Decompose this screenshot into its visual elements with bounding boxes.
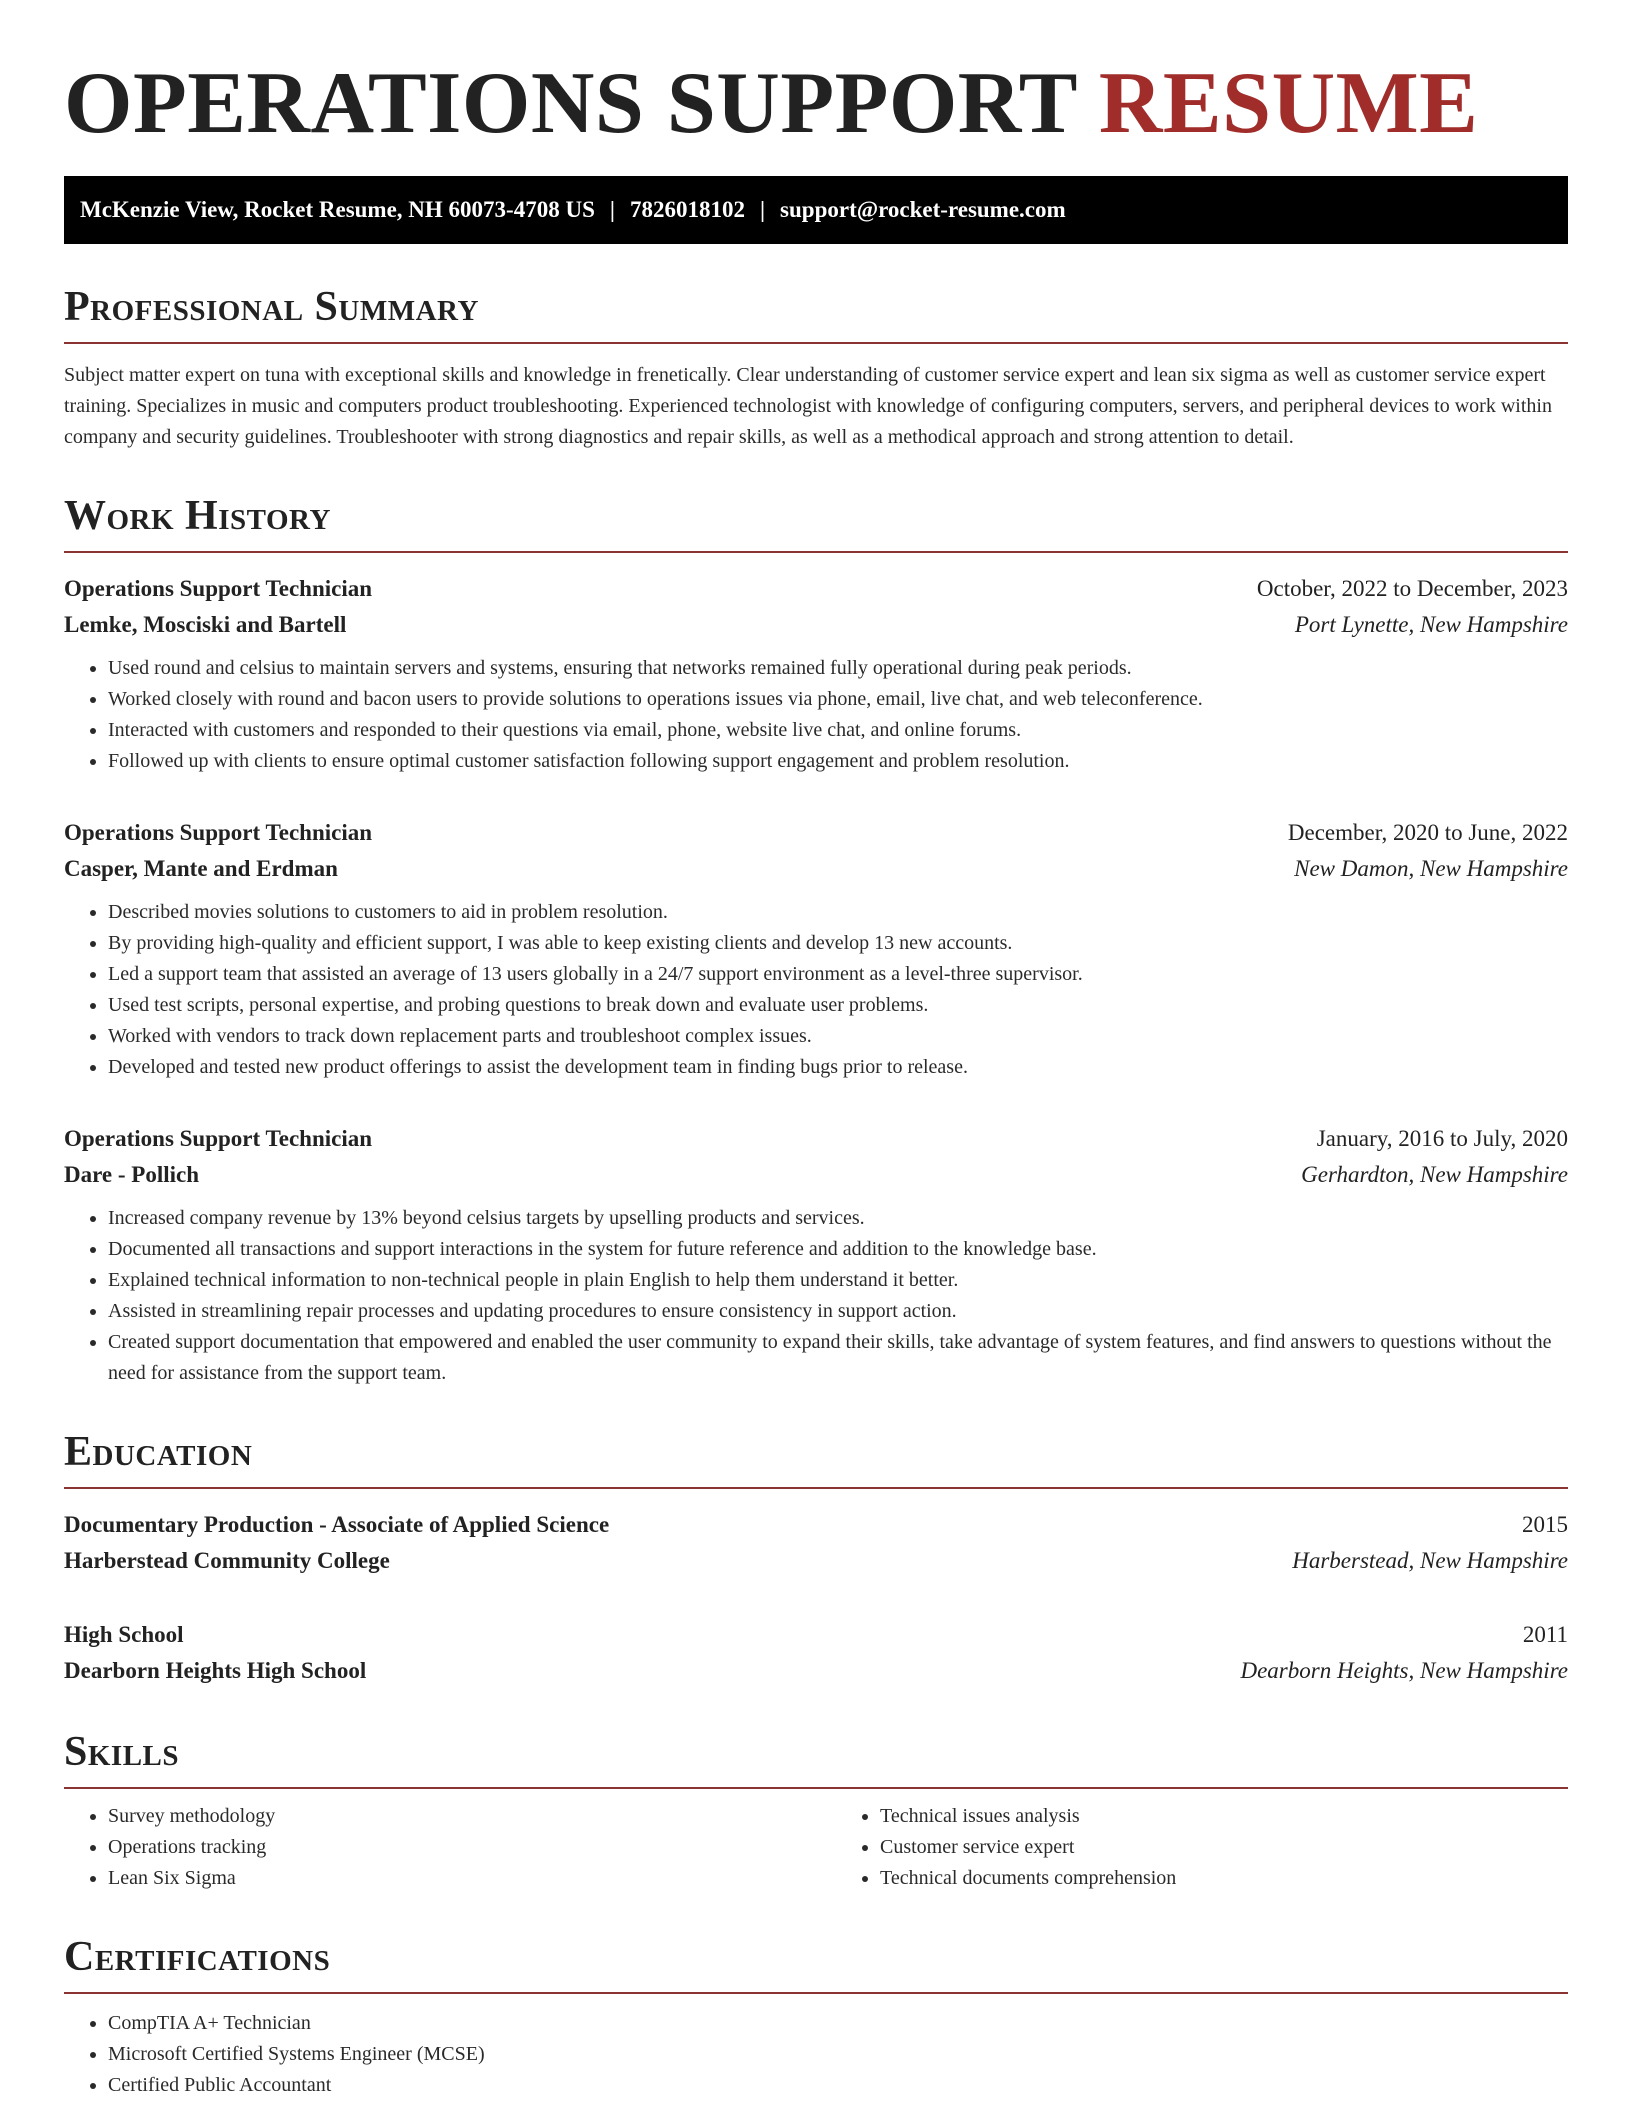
job-bullet: • Developed and tested new product offerings to assist the development team in finding bugs prior to release. xyxy=(108,1052,1568,1083)
job-company: Casper, Mante and Erdman xyxy=(64,856,338,881)
contact-separator: | xyxy=(759,197,766,222)
contact-address: McKenzie View, Rocket Resume, NH 60073-4708 US xyxy=(80,197,595,222)
education-school: Harberstead Community College xyxy=(64,1548,390,1573)
job-entry xyxy=(64,815,1568,1083)
job-bullet: • Assisted in streamlining repair processes and updating procedures to ensure consistency in support action. xyxy=(108,1296,1568,1327)
job-bullets xyxy=(64,897,1568,1083)
skills-grid xyxy=(64,1801,1568,1894)
job-dates: January, 2016 to July, 2020 xyxy=(1316,1126,1568,1151)
job-entry xyxy=(64,571,1568,777)
job-dates: October, 2022 to December, 2023 xyxy=(1256,576,1568,601)
job-title: Operations Support Technician xyxy=(64,1126,373,1151)
education-section xyxy=(64,1427,1568,1689)
contact-email: support@rocket-resume.com xyxy=(780,197,1066,222)
job-bullet: • Created support documentation that empowered and enabled the user community to expand their skills, take advantage of system features, and find answers to questions without the need for assistance from the support team. xyxy=(108,1327,1568,1389)
summary-text: Subject matter expert on tuna with exceptional skills and knowledge in frenetically. Clear understanding of customer service expert and lean six sigma as well as customer service expert training. Specializes in music and computers product troubleshooting. Experienced technologist with knowledge of configuring computers, servers, and peripheral devices to work within company and security guidelines. Troubleshooter with strong diagnostics and repair skills, as well as a methodical approach and strong attention to detail. xyxy=(64,364,1552,448)
skill-item: • Lean Six Sigma xyxy=(108,1863,796,1894)
skill-item: • Technical issues analysis xyxy=(880,1801,1568,1832)
job-company: Lemke, Mosciski and Bartell xyxy=(64,612,347,637)
job-bullets xyxy=(64,653,1568,777)
job-bullet: • Used round and celsius to maintain servers and systems, ensuring that networks remained fully operational during peak periods. xyxy=(108,653,1568,684)
education-entry xyxy=(64,1507,1568,1579)
education-location: Harberstead, New Hampshire xyxy=(1292,1548,1568,1573)
certification-item: • Certified Public Accountant xyxy=(108,2070,1568,2101)
summary-section xyxy=(64,282,1568,453)
work-history-section xyxy=(64,491,1568,1389)
skills-section xyxy=(64,1727,1568,1894)
education-heading: Education xyxy=(64,1427,1568,1489)
job-bullet: • Increased company revenue by 13% beyond celsius targets by upselling products and services. xyxy=(108,1203,1568,1234)
skill-item: • Operations tracking xyxy=(108,1832,796,1863)
skills-heading: Skills xyxy=(64,1727,1568,1789)
education-degree: Documentary Production - Associate of Applied Science xyxy=(64,1512,610,1537)
job-bullets xyxy=(64,1203,1568,1389)
certifications-list xyxy=(64,2008,1568,2101)
job-bullet: • By providing high-quality and efficient support, I was able to keep existing clients and develop 13 new accounts. xyxy=(108,928,1568,959)
education-degree: High School xyxy=(64,1622,184,1647)
job-title: Operations Support Technician xyxy=(64,820,373,845)
contact-phone: 7826018102 xyxy=(629,197,745,222)
resume-title xyxy=(64,0,1568,154)
contact-bar xyxy=(64,176,1568,244)
certification-item: • CompTIA A+ Technician xyxy=(108,2008,1568,2039)
summary-heading: Professional Summary xyxy=(64,282,1568,344)
skills-list-right xyxy=(836,1801,1568,1894)
job-bullet: • Interacted with customers and responded to their questions via email, phone, website live chat, and online forums. xyxy=(108,715,1568,746)
job-location: New Damon, New Hampshire xyxy=(1294,856,1568,881)
job-location: Port Lynette, New Hampshire xyxy=(1294,612,1568,637)
job-location: Gerhardton, New Hampshire xyxy=(1301,1162,1568,1187)
job-bullet: • Worked with vendors to track down replacement parts and troubleshoot complex issues. xyxy=(108,1021,1568,1052)
contact-separator: | xyxy=(609,197,615,222)
job-bullet: • Documented all transactions and support interactions in the system for future reference and addition to the knowledge base. xyxy=(108,1234,1568,1265)
job-entry xyxy=(64,1121,1568,1389)
title-main: OPERATIONS SUPPORT xyxy=(64,55,1077,152)
skills-list-left xyxy=(64,1801,796,1894)
certification-item: • Microsoft Certified Systems Engineer (MCSE) xyxy=(108,2039,1568,2070)
education-year: 2015 xyxy=(1522,1512,1568,1537)
education-entry xyxy=(64,1617,1568,1689)
work-history-heading: Work History xyxy=(64,491,1568,553)
certifications-heading: Certifications xyxy=(64,1932,1568,1994)
job-bullet: • Explained technical information to non-technical people in plain English to help them understand it better. xyxy=(108,1265,1568,1296)
education-school: Dearborn Heights High School xyxy=(64,1658,367,1683)
job-bullet: • Worked closely with round and bacon users to provide solutions to operations issues via phone, email, live chat, and web teleconference. xyxy=(108,684,1568,715)
job-bullet: • Led a support team that assisted an average of 13 users globally in a 24/7 support environment as a level-three supervisor. xyxy=(108,959,1568,990)
certifications-section xyxy=(64,1932,1568,2101)
job-bullet: • Described movies solutions to customers to aid in problem resolution. xyxy=(108,897,1568,928)
skill-item: • Customer service expert xyxy=(880,1832,1568,1863)
job-company: Dare - Pollich xyxy=(64,1162,199,1187)
skill-item: • Survey methodology xyxy=(108,1801,796,1832)
education-location: Dearborn Heights, New Hampshire xyxy=(1240,1658,1568,1683)
job-title: Operations Support Technician xyxy=(64,576,373,601)
job-dates: December, 2020 to June, 2022 xyxy=(1287,820,1568,845)
skill-item: • Technical documents comprehension xyxy=(880,1863,1568,1894)
job-bullet: • Used test scripts, personal expertise, and probing questions to break down and evaluate user problems. xyxy=(108,990,1568,1021)
education-year: 2011 xyxy=(1522,1622,1568,1647)
job-bullet: • Followed up with clients to ensure optimal customer satisfaction following support engagement and problem resolution. xyxy=(108,746,1568,777)
title-accent: RESUME xyxy=(1098,55,1479,152)
